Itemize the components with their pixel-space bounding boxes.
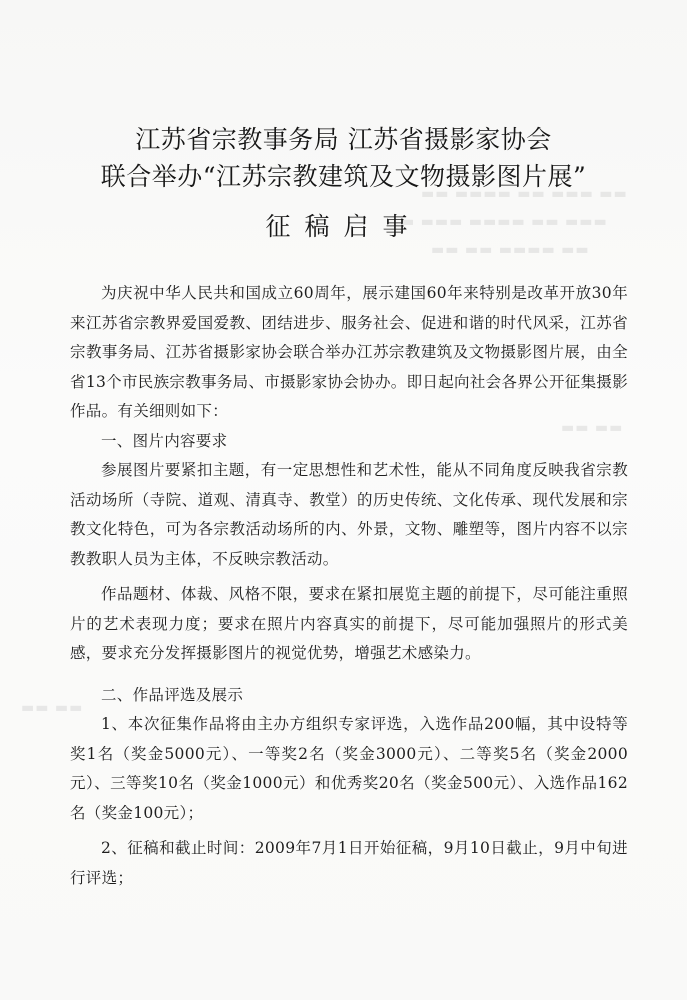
document-heading: 征稿启事 bbox=[265, 212, 422, 241]
bleed-through-texture: ▬▬▬ ▬▬ ▬▬▬▬ ▬▬▬ ▬ bbox=[400, 214, 607, 230]
document-body bbox=[70, 279, 628, 893]
section-1-paragraph-1: 参展图片要紧扣主题，有一定思想性和艺术性，能从不同角度反映我省宗教活动场所（寺院、道观、清真寺、教堂）的历史传统、文化传承、现代发展和宗教文化特色，可为各宗教活动场所的内、外景，文物、雕塑等，图片内容不以宗教教职人员为主体，不反映宗教活动。 bbox=[70, 461, 628, 568]
document-title-line-2: 联合举办“江苏宗教建筑及文物摄影图片展” bbox=[100, 162, 587, 191]
section-2-title: 二、作品评选及展示 bbox=[101, 685, 244, 704]
bleed-through-texture: ▬▬ ▬▬▬ ▬▬ ▬▬▬▬ ▬▬ bbox=[420, 186, 627, 202]
bleed-through-texture: ▬▬ ▬▬▬▬ ▬▬ ▬▬ bbox=[430, 242, 589, 258]
section-2-paragraph-1: 1、本次征集作品将由主办方组织专家评选，入选作品200幅，其中设特等奖1名（奖金5000元）、一等奖2名（奖金3000元）、二等奖5名（奖金2000元）、三等奖10名（奖金1000元）和优秀奖20名（奖金500元）、入选作品162名（奖金100元）； bbox=[70, 715, 628, 822]
section-1-paragraph-2: 作品题材、体裁、风格不限，要求在紧扣展览主题的前提下，尽可能注重照片的艺术表现力度；要求在照片内容真实的前提下，尽可能加强照片的形式美感，要求充分发挥摄影图片的视觉优势，增强艺术感染力。 bbox=[70, 585, 628, 662]
document-title-line-1: 江苏省宗教事务局 江苏省摄影家协会 bbox=[135, 125, 552, 154]
section-1-title: 一、图片内容要求 bbox=[101, 431, 228, 450]
intro-paragraph: 为庆祝中华人民共和国成立60周年，展示建国60年来特别是改革开放30年来江苏省宗教界爱国爱教、团结进步、服务社会、促进和谐的时代风采，江苏省宗教事务局、江苏省摄影家协会联合举办江苏宗教建筑及文物摄影图片展，由全省13个市民族宗教事务局、市摄影家协会协办。即日起向社会各界公开征集摄影作品。有关细则如下： bbox=[70, 284, 628, 420]
section-2-paragraph-2: 2、征稿和截止时间：2009年7月1日开始征稿，9月10日截止，9月中旬进行评选； bbox=[70, 839, 628, 887]
bleed-through-texture: ▬▬ ▬▬ bbox=[560, 420, 623, 436]
bleed-through-texture: ▬▬ ▬▬ bbox=[20, 700, 83, 716]
